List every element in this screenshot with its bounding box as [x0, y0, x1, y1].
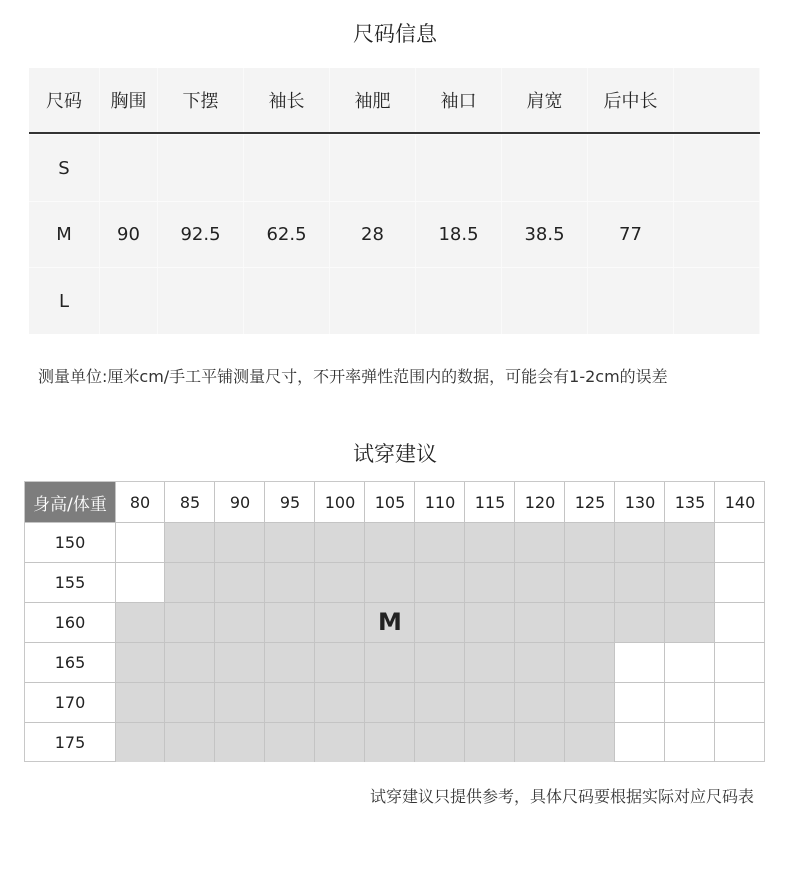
fit-recommended-cell: [315, 642, 365, 682]
fit-recommended-cell: [165, 722, 215, 762]
fit-recommended-cell: [215, 522, 265, 562]
fit-recommended-cell: [215, 682, 265, 722]
height-label: 160: [54, 612, 86, 632]
size-table-header-cell: 下摆: [158, 68, 244, 132]
size-table-header-cell: 袖肥: [330, 68, 416, 132]
measurement-note: 测量单位:厘米cm/手工平铺测量尺寸，不开率弹性范围内的数据，可能会有1-2cm的误差: [38, 367, 668, 386]
size-info-title: 尺码信息: [353, 22, 437, 46]
size-table-cell: 62.5: [244, 202, 330, 268]
height-label: 150: [54, 532, 86, 552]
size-table-cell: [502, 268, 588, 334]
fit-recommended-cell: [565, 642, 615, 682]
fit-recommended-cell: [615, 522, 665, 562]
fit-recommended-cell: [365, 522, 415, 562]
fit-advice-title: 试穿建议: [353, 442, 437, 466]
fit-advice-grid: [24, 481, 765, 762]
fit-recommended-cell: [165, 522, 215, 562]
fit-recommended-cell: [415, 682, 465, 722]
fit-recommended-cell: [315, 722, 365, 762]
fit-recommended-cell: [515, 562, 565, 602]
weight-header: 90: [229, 492, 251, 512]
fit-recommended-cell: [265, 522, 315, 562]
grid-line-vertical: [664, 482, 665, 762]
fit-recommended-cell: [615, 602, 665, 642]
grid-line-vertical: [564, 482, 565, 762]
recommended-size-label: M: [378, 608, 402, 636]
fit-recommended-cell: [265, 682, 315, 722]
fit-recommended-cell: [565, 602, 615, 642]
size-table-cell: 90: [100, 202, 158, 268]
fit-recommended-cell: [415, 642, 465, 682]
size-table-cell: [330, 135, 416, 201]
weight-header: 120: [524, 492, 556, 512]
fit-recommended-cell: [265, 722, 315, 762]
weight-header: 100: [324, 492, 356, 512]
size-table-header-cell: 袖长: [244, 68, 330, 132]
size-table-header-row: [29, 68, 760, 134]
grid-line-vertical: [614, 482, 615, 762]
fit-recommended-cell: [565, 682, 615, 722]
size-table-cell: [416, 268, 502, 334]
size-table-cell: [244, 268, 330, 334]
weight-header: 95: [279, 492, 301, 512]
weight-header: 110: [424, 492, 456, 512]
size-table-row: [29, 267, 760, 334]
fit-recommended-cell: [515, 682, 565, 722]
fit-recommended-cell: [365, 562, 415, 602]
fit-recommended-cell: [415, 722, 465, 762]
fit-recommended-cell: [315, 522, 365, 562]
fit-recommended-cell: [215, 562, 265, 602]
fit-recommended-cell: [415, 562, 465, 602]
size-table-cell: [158, 268, 244, 334]
fit-recommended-cell: [365, 642, 415, 682]
grid-line-vertical: [514, 482, 515, 762]
size-table-cell: [158, 135, 244, 201]
size-table-cell: [588, 135, 674, 201]
size-table-cell: [588, 268, 674, 334]
fit-recommended-cell: [165, 642, 215, 682]
fit-recommended-cell: [565, 722, 615, 762]
size-table-cell: M: [29, 202, 100, 268]
fit-recommended-cell: [165, 602, 215, 642]
fit-recommended-cell: [515, 722, 565, 762]
fit-recommended-cell: [465, 682, 515, 722]
fit-recommended-cell: [465, 602, 515, 642]
fit-grid-corner-label: 身高/体重: [25, 482, 115, 522]
fit-recommended-cell: [665, 602, 715, 642]
grid-line-horizontal: [25, 562, 765, 563]
size-table-cell: 28: [330, 202, 416, 268]
weight-header: 135: [674, 492, 706, 512]
fit-recommended-cell: [115, 602, 165, 642]
grid-line-vertical: [714, 482, 715, 762]
fit-recommended-cell: [365, 682, 415, 722]
fit-recommended-cell: [115, 682, 165, 722]
weight-header: 85: [179, 492, 201, 512]
grid-line-vertical: [464, 482, 465, 762]
fit-recommended-cell: [165, 562, 215, 602]
fit-recommended-cell: [465, 722, 515, 762]
size-table-cell: [244, 135, 330, 201]
grid-line-horizontal: [25, 642, 765, 643]
size-table-row: [29, 201, 760, 268]
grid-line-vertical: [115, 482, 116, 762]
size-table-cell: [100, 268, 158, 334]
fit-recommended-cell: [415, 522, 465, 562]
fit-recommended-cell: [365, 722, 415, 762]
size-table-cell: 92.5: [158, 202, 244, 268]
fit-recommended-cell: [465, 522, 515, 562]
fit-recommended-cell: [615, 562, 665, 602]
fit-recommended-cell: [515, 602, 565, 642]
fit-recommended-cell: [115, 642, 165, 682]
fit-recommended-cell: [565, 522, 615, 562]
fit-recommended-cell: [465, 642, 515, 682]
fit-recommended-cell: [665, 522, 715, 562]
fit-recommended-cell: [265, 642, 315, 682]
weight-header: 125: [574, 492, 606, 512]
size-table-cell: L: [29, 268, 100, 334]
weight-header: 130: [624, 492, 656, 512]
height-label: 170: [54, 692, 86, 712]
weight-header: 115: [474, 492, 506, 512]
size-table-cell: [416, 135, 502, 201]
grid-line-vertical: [164, 482, 165, 762]
weight-header: 80: [129, 492, 151, 512]
size-table-cell: S: [29, 135, 100, 201]
size-table-cell: [674, 268, 760, 334]
grid-line-vertical: [264, 482, 265, 762]
size-table-header-cell: 后中长: [588, 68, 674, 132]
fit-recommended-cell: [215, 602, 265, 642]
fit-recommended-cell: [515, 642, 565, 682]
height-label: 155: [54, 572, 86, 592]
size-table-header-cell: 胸围: [100, 68, 158, 132]
size-table-cell: 18.5: [416, 202, 502, 268]
height-label: 175: [54, 732, 86, 752]
size-table-cell: [674, 202, 760, 268]
fit-recommended-cell: [565, 562, 615, 602]
fit-recommended-cell: [215, 642, 265, 682]
fit-recommended-cell: [465, 562, 515, 602]
size-table: [29, 68, 760, 334]
size-table-cell: 38.5: [502, 202, 588, 268]
grid-line-horizontal: [25, 682, 765, 683]
weight-header: 140: [724, 492, 756, 512]
size-table-cell: 77: [588, 202, 674, 268]
size-table-cell: [502, 135, 588, 201]
size-table-header-cell: 袖口: [416, 68, 502, 132]
grid-line-horizontal: [25, 522, 765, 523]
fit-recommended-cell: [415, 602, 465, 642]
fit-recommended-cell: [215, 722, 265, 762]
grid-line-horizontal: [25, 722, 765, 723]
height-label: 165: [54, 652, 86, 672]
size-table-header-cell: 尺码: [29, 68, 100, 132]
weight-header: 105: [374, 492, 406, 512]
size-table-header-cell: [674, 68, 760, 132]
fit-recommended-cell: [315, 682, 365, 722]
size-table-cell: [100, 135, 158, 201]
fit-recommended-cell: [315, 562, 365, 602]
size-table-cell: [330, 268, 416, 334]
fit-recommended-cell: [165, 682, 215, 722]
size-table-row: [29, 134, 760, 201]
fit-recommended-cell: [315, 602, 365, 642]
fit-recommended-cell: [265, 602, 315, 642]
grid-line-vertical: [314, 482, 315, 762]
fit-recommended-cell: [115, 722, 165, 762]
fit-recommended-cell: [665, 562, 715, 602]
grid-line-vertical: [214, 482, 215, 762]
size-table-header-cell: 肩宽: [502, 68, 588, 132]
size-table-cell: [674, 135, 760, 201]
fit-recommended-cell: [265, 562, 315, 602]
fit-recommended-cell: [515, 522, 565, 562]
fit-advice-note: 试穿建议只提供参考，具体尺码要根据实际对应尺码表: [369, 787, 754, 806]
